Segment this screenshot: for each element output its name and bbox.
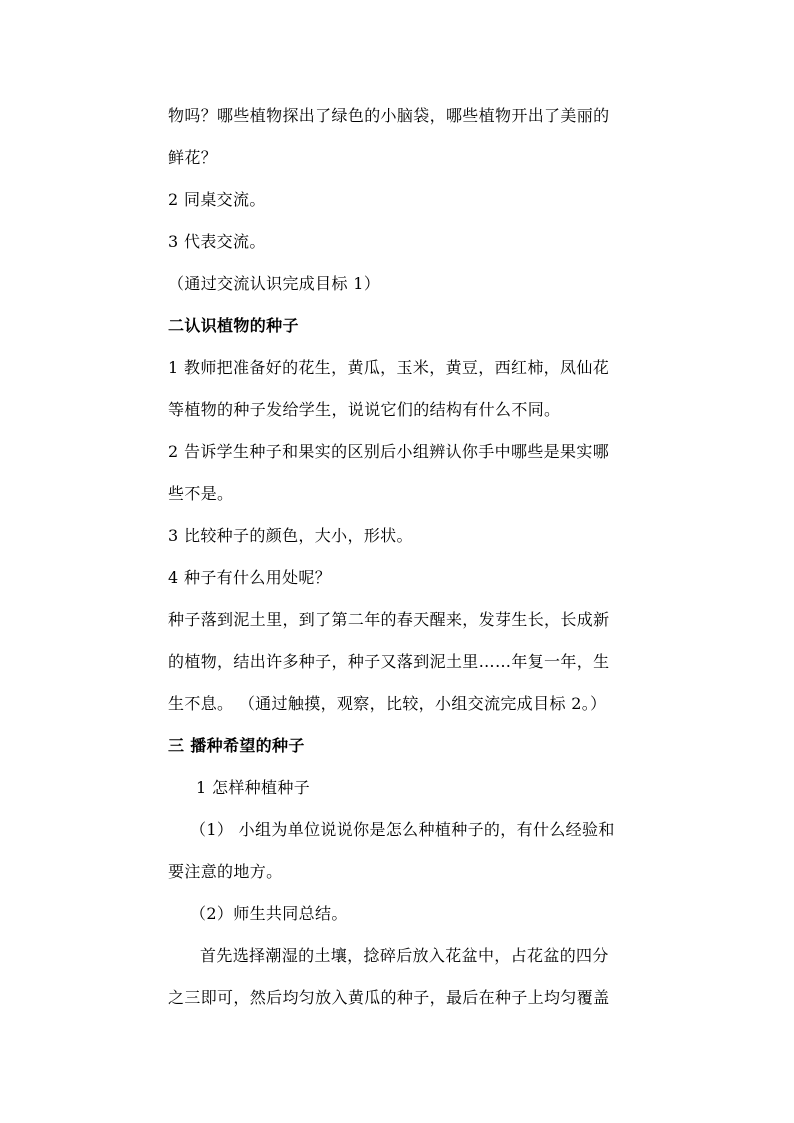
- section-heading: 三 播种希望的种子: [168, 736, 305, 755]
- list-item: 3 比较种子的颜色，大小，形状。: [168, 526, 413, 545]
- paragraph-line: 鲜花？: [168, 148, 218, 167]
- paragraph-line: 种子落到泥土里，到了第二年的春天醒来，发芽生长，长成新: [168, 610, 610, 629]
- subsection-heading: 1 怎样种植种子: [196, 778, 311, 797]
- list-item: （2）师生共同总结。: [190, 904, 348, 923]
- note-line: （通过交流认识完成目标 1）: [168, 274, 381, 293]
- list-item: 1 教师把准备好的花生，黄瓜，玉米，黄豆，西红柿，凤仙花: [168, 358, 610, 377]
- paragraph-line: 要注意的地方。: [168, 862, 283, 881]
- list-item: 2 同桌交流。: [168, 190, 266, 209]
- paragraph-line: 生不息。 （通过触摸，观察，比较，小组交流完成目标 2。）: [168, 694, 607, 713]
- list-item: （1） 小组为单位说说你是怎么种植种子的，有什么经验和: [190, 820, 615, 839]
- list-item: 2 告诉学生种子和果实的区别后小组辨认你手中哪些是果实哪: [168, 442, 610, 461]
- list-item: 3 代表交流。: [168, 232, 266, 251]
- section-heading: 二认识植物的种子: [168, 316, 299, 335]
- list-item: 4 种子有什么用处呢？: [168, 568, 332, 587]
- paragraph-line: 些不是。: [168, 484, 234, 503]
- paragraph-line: 之三即可，然后均匀放入黄瓜的种子，最后在种子上均匀覆盖: [168, 988, 610, 1007]
- paragraph-line: 等植物的种子发给学生，说说它们的结构有什么不同。: [168, 400, 561, 419]
- paragraph-line: 的植物，结出许多种子，种子又落到泥土里……年复一年，生: [168, 652, 610, 671]
- paragraph-line: 物吗？哪些植物探出了绿色的小脑袋，哪些植物开出了美丽的: [168, 106, 610, 125]
- paragraph-line: 首先选择潮湿的土壤，捻碎后放入花盆中，占花盆的四分: [200, 946, 609, 965]
